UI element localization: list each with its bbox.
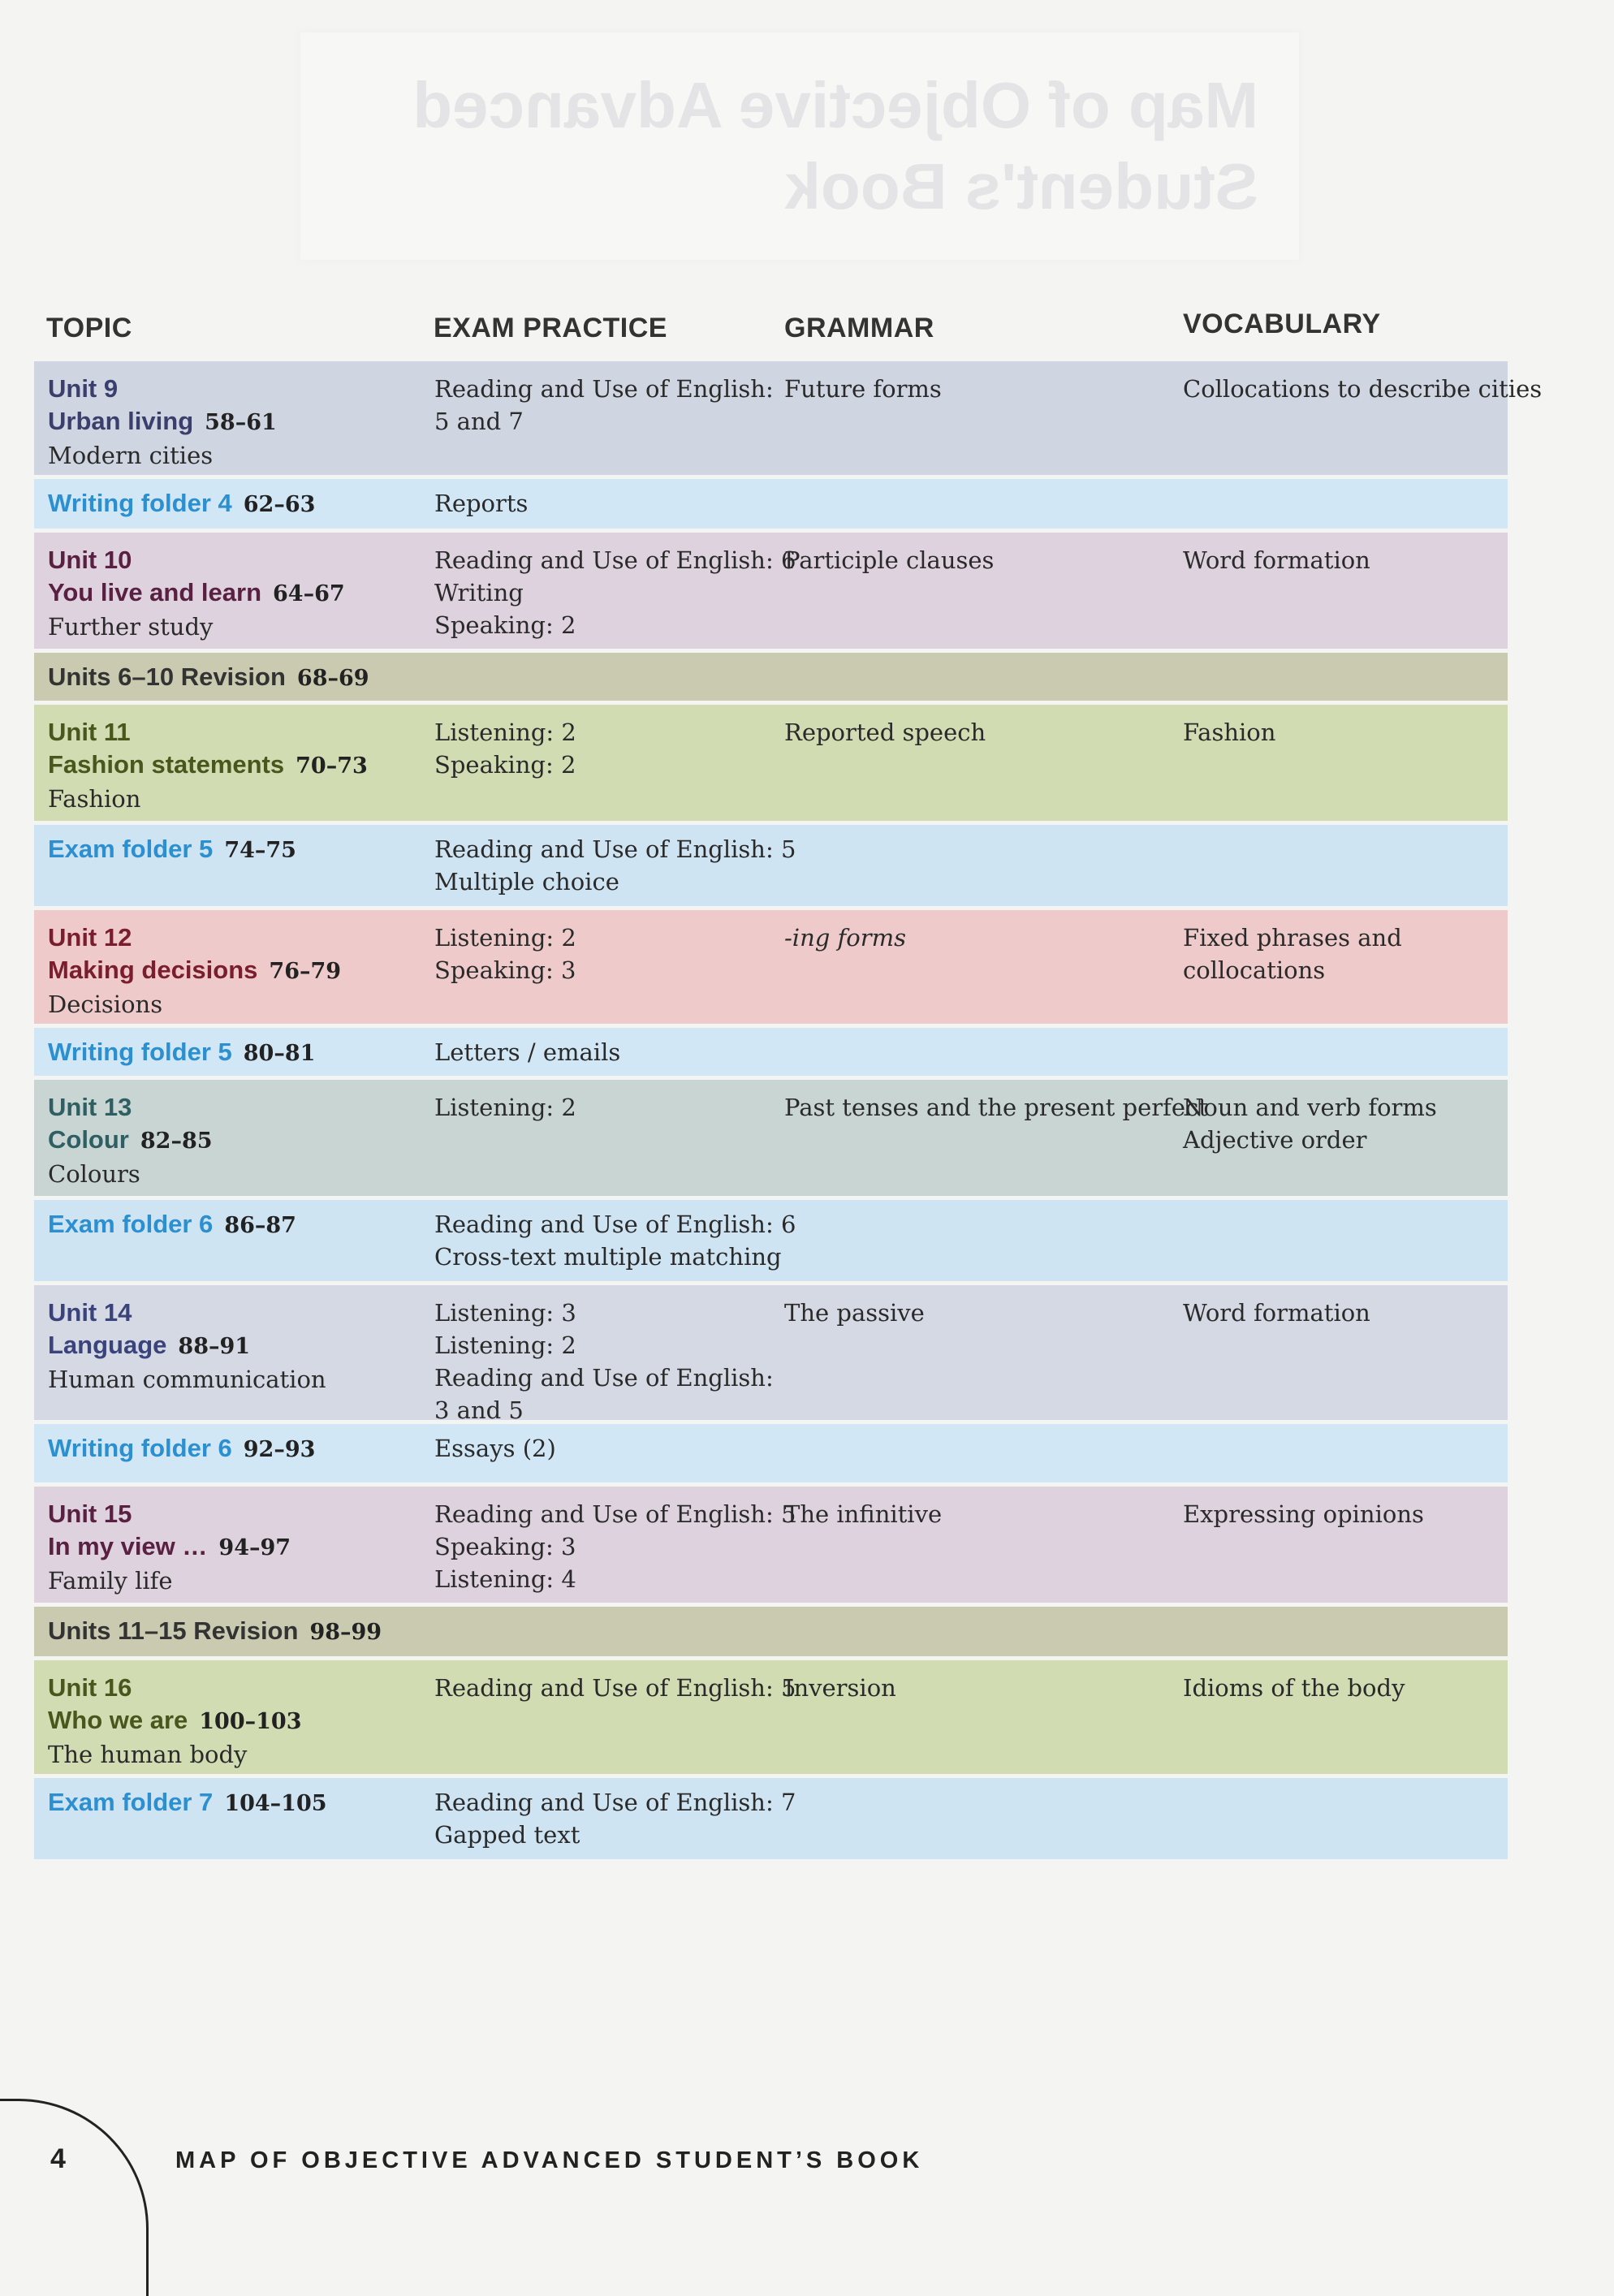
- syllabus-table: [34, 361, 1543, 1859]
- exam-practice-item: Letters / emails: [434, 1038, 621, 1066]
- header-exam-practice: EXAM PRACTICE: [434, 313, 667, 343]
- page-range: 92–93: [243, 1437, 316, 1462]
- page-range: 100–103: [199, 1709, 302, 1734]
- exam-practice-item: Speaking: 3: [434, 956, 576, 984]
- exam-practice-cell: [434, 1297, 774, 1426]
- exam-practice-item: Reading and Use of English:: [434, 375, 774, 403]
- table-row-revision: [34, 653, 1508, 701]
- page-range: 58–61: [205, 410, 277, 435]
- unit-title: Fashion statements: [48, 750, 285, 779]
- vocabulary-cell: [1183, 1672, 1405, 1704]
- unit-title-line: [48, 1530, 291, 1564]
- exam-practice-cell: [434, 544, 796, 641]
- grammar-cell: [784, 1498, 942, 1530]
- page-range: 98–99: [309, 1620, 382, 1645]
- exam-practice-cell: [434, 716, 576, 781]
- bleed-through-title: Map of Objective Advanced Student's Book: [300, 32, 1299, 260]
- topic-cell: [48, 1498, 291, 1597]
- vocabulary-item: Word formation: [1183, 1299, 1370, 1327]
- table-row-folder: [34, 1200, 1508, 1281]
- exam-practice-item: Reports: [434, 490, 529, 517]
- topic-cell: [48, 1036, 315, 1070]
- unit-title-line: [48, 405, 277, 439]
- grammar-item: Inversion: [784, 1674, 896, 1702]
- unit-subtopic: The human body: [48, 1741, 248, 1768]
- unit-title-line: [48, 1329, 326, 1363]
- unit-title-line: [48, 1124, 213, 1158]
- table-row-unit: [34, 1487, 1508, 1603]
- exam-practice-item: Reading and Use of English: 7: [434, 1789, 796, 1816]
- unit-subtopic: Decisions: [48, 990, 163, 1018]
- unit-subtopic: Further study: [48, 613, 214, 641]
- exam-practice-cell: [434, 921, 576, 986]
- section-title-line: [48, 1208, 296, 1242]
- table-row-unit: [34, 1660, 1508, 1774]
- exam-practice-item: Reading and Use of English: 5: [434, 835, 796, 863]
- vocabulary-cell: [1183, 1297, 1370, 1329]
- unit-title: Colour: [48, 1125, 129, 1154]
- section-title-line: [48, 1036, 315, 1070]
- vocabulary-item: Word formation: [1183, 546, 1370, 574]
- unit-title: Urban living: [48, 407, 194, 435]
- exam-practice-item: Listening: 4: [434, 1565, 576, 1593]
- exam-practice-item: Multiple choice: [434, 868, 619, 896]
- page-range: 80–81: [243, 1041, 316, 1066]
- table-row-folder: [34, 479, 1508, 529]
- exam-practice-cell: [434, 1208, 796, 1273]
- exam-practice-item: Cross-text multiple matching: [434, 1243, 782, 1271]
- topic-cell: [48, 833, 296, 867]
- grammar-cell: [784, 1297, 925, 1329]
- table-row-unit: [34, 1285, 1508, 1424]
- page-range: 104–105: [224, 1791, 327, 1816]
- exam-practice-item: Listening: 2: [434, 719, 576, 746]
- exam-practice-cell: [434, 1432, 556, 1465]
- topic-cell: [48, 1297, 326, 1396]
- section-title: Writing folder 6: [48, 1434, 232, 1462]
- table-row-unit: [34, 361, 1543, 475]
- table-row-unit: [34, 705, 1508, 821]
- section-title: Units 6–10 Revision: [48, 662, 286, 691]
- header-grammar: GRAMMAR: [784, 313, 934, 343]
- exam-practice-item: Listening: 2: [434, 1094, 576, 1121]
- table-row-folder: [34, 825, 1508, 906]
- vocabulary-item: Collocations to describe cities: [1183, 375, 1543, 403]
- exam-practice-item: Reading and Use of English: 5: [434, 1500, 796, 1528]
- page-range: 70–73: [296, 753, 368, 779]
- exam-practice-item: Reading and Use of English: 6: [434, 1211, 796, 1238]
- exam-practice-item: Listening: 2: [434, 924, 576, 952]
- page-range: 68–69: [296, 666, 369, 691]
- vocabulary-item: Expressing opinions: [1183, 1500, 1424, 1528]
- vocabulary-item: Fixed phrases and: [1183, 924, 1402, 952]
- section-title-line: [48, 1615, 382, 1649]
- grammar-cell: [784, 373, 942, 405]
- page-tab-curve: [0, 2099, 149, 2296]
- topic-cell: [48, 1208, 296, 1242]
- grammar-cell: [784, 544, 994, 576]
- topic-cell: [48, 661, 369, 695]
- exam-practice-item: 3 and 5: [434, 1396, 524, 1424]
- table-row-unit: [34, 1080, 1508, 1196]
- exam-practice-item: Listening: 3: [434, 1299, 576, 1327]
- table-row-unit: [34, 533, 1508, 649]
- section-title: Exam folder 5: [48, 835, 214, 863]
- vocabulary-cell: [1183, 544, 1370, 576]
- footer-title: MAP OF OBJECTIVE ADVANCED STUDENT’S BOOK: [175, 2147, 924, 2173]
- topic-cell: [48, 716, 368, 815]
- unit-title-line: [48, 954, 341, 988]
- page-number: 4: [50, 2143, 66, 2174]
- vocabulary-item: collocations: [1183, 956, 1326, 984]
- unit-title-line: [48, 749, 368, 783]
- unit-subtopic: Fashion: [48, 785, 141, 813]
- exam-practice-item: Speaking: 2: [434, 751, 576, 779]
- section-title: Writing folder 4: [48, 489, 232, 517]
- exam-practice-item: Reading and Use of English: 6: [434, 546, 796, 574]
- page-range: 64–67: [273, 581, 345, 606]
- unit-title-line: [48, 1704, 302, 1738]
- table-row-folder: [34, 1028, 1508, 1076]
- grammar-item: Past tenses and the present perfect: [784, 1094, 1208, 1121]
- unit-number: Unit 13: [48, 1093, 132, 1121]
- topic-cell: [48, 1672, 302, 1771]
- grammar-item: The passive: [784, 1299, 925, 1327]
- section-title: Writing folder 5: [48, 1038, 232, 1066]
- exam-practice-item: Listening: 2: [434, 1331, 576, 1359]
- exam-practice-item: Speaking: 2: [434, 611, 576, 639]
- exam-practice-cell: [434, 833, 796, 898]
- grammar-cell: [784, 921, 906, 954]
- unit-number: Unit 10: [48, 546, 132, 574]
- section-title: Units 11–15 Revision: [48, 1616, 299, 1645]
- section-title-line: [48, 1786, 327, 1820]
- exam-practice-item: Essays (2): [434, 1435, 556, 1462]
- section-title-line: [48, 487, 315, 521]
- section-title-line: [48, 1432, 315, 1466]
- vocabulary-cell: [1183, 716, 1275, 749]
- header-vocabulary: VOCABULARY: [1183, 309, 1381, 339]
- page-range: 76–79: [269, 959, 342, 984]
- grammar-item: Participle clauses: [784, 546, 995, 574]
- exam-practice-cell: [434, 1672, 796, 1704]
- exam-practice-cell: [434, 1091, 576, 1124]
- exam-practice-item: Reading and Use of English: 5: [434, 1674, 796, 1702]
- grammar-cell: [784, 1091, 1208, 1124]
- unit-subtopic: Colours: [48, 1160, 140, 1188]
- unit-number: Unit 9: [48, 374, 119, 403]
- header-topic: TOPIC: [46, 313, 132, 343]
- unit-title: You live and learn: [48, 578, 262, 606]
- vocabulary-item: Noun and verb forms: [1183, 1094, 1437, 1121]
- topic-cell: [48, 487, 315, 521]
- grammar-item: Reported speech: [784, 719, 986, 746]
- exam-practice-cell: [434, 1036, 620, 1068]
- section-title-line: [48, 661, 369, 695]
- topic-cell: [48, 921, 341, 1021]
- page-range: 62–63: [243, 492, 316, 517]
- exam-practice-item: 5 and 7: [434, 408, 524, 435]
- topic-cell: [48, 373, 277, 472]
- table-row-unit: [34, 910, 1508, 1024]
- page-range: 88–91: [178, 1334, 251, 1359]
- grammar-cell: [784, 1672, 896, 1704]
- topic-cell: [48, 1091, 213, 1190]
- exam-practice-item: Reading and Use of English:: [434, 1364, 774, 1392]
- section-title: Exam folder 7: [48, 1788, 214, 1816]
- topic-cell: [48, 544, 345, 643]
- exam-practice-item: Writing: [434, 579, 524, 606]
- unit-subtopic: Modern cities: [48, 442, 214, 469]
- grammar-item: The infinitive: [784, 1500, 943, 1528]
- vocabulary-item: Idioms of the body: [1183, 1674, 1405, 1702]
- table-row-revision: [34, 1607, 1508, 1656]
- unit-number: Unit 14: [48, 1298, 132, 1327]
- exam-practice-item: Gapped text: [434, 1821, 580, 1849]
- page-range: 86–87: [224, 1213, 296, 1238]
- vocabulary-item: Adjective order: [1183, 1126, 1367, 1154]
- exam-practice-cell: [434, 487, 528, 520]
- unit-number: Unit 16: [48, 1673, 132, 1702]
- vocabulary-cell: [1183, 373, 1542, 405]
- exam-practice-cell: [434, 373, 774, 438]
- unit-title: Language: [48, 1331, 167, 1359]
- grammar-cell: [784, 716, 986, 749]
- topic-cell: [48, 1615, 382, 1649]
- table-row-folder: [34, 1778, 1508, 1859]
- unit-title: Making decisions: [48, 956, 258, 984]
- topic-cell: [48, 1786, 327, 1820]
- unit-number: Unit 15: [48, 1500, 132, 1528]
- section-title-line: [48, 833, 296, 867]
- section-title: Exam folder 6: [48, 1210, 214, 1238]
- unit-title-line: [48, 576, 345, 611]
- unit-subtopic: Family life: [48, 1567, 173, 1595]
- grammar-item: Future forms: [784, 375, 942, 403]
- unit-title: Who we are: [48, 1706, 188, 1734]
- exam-practice-item: Speaking: 3: [434, 1533, 576, 1560]
- vocabulary-cell: [1183, 921, 1402, 986]
- page-range: 74–75: [224, 838, 296, 863]
- unit-subtopic: Human communication: [48, 1366, 326, 1393]
- exam-practice-cell: [434, 1786, 796, 1851]
- unit-number: Unit 12: [48, 923, 132, 952]
- grammar-item: -ing forms: [784, 924, 906, 952]
- page-range: 94–97: [218, 1535, 291, 1560]
- vocabulary-item: Fashion: [1183, 719, 1276, 746]
- exam-practice-cell: [434, 1498, 796, 1595]
- unit-number: Unit 11: [48, 718, 131, 746]
- unit-title: In my view …: [48, 1532, 208, 1560]
- vocabulary-cell: [1183, 1498, 1424, 1530]
- topic-cell: [48, 1432, 315, 1466]
- vocabulary-cell: [1183, 1091, 1437, 1156]
- table-row-folder: [34, 1424, 1508, 1482]
- page-range: 82–85: [140, 1129, 213, 1154]
